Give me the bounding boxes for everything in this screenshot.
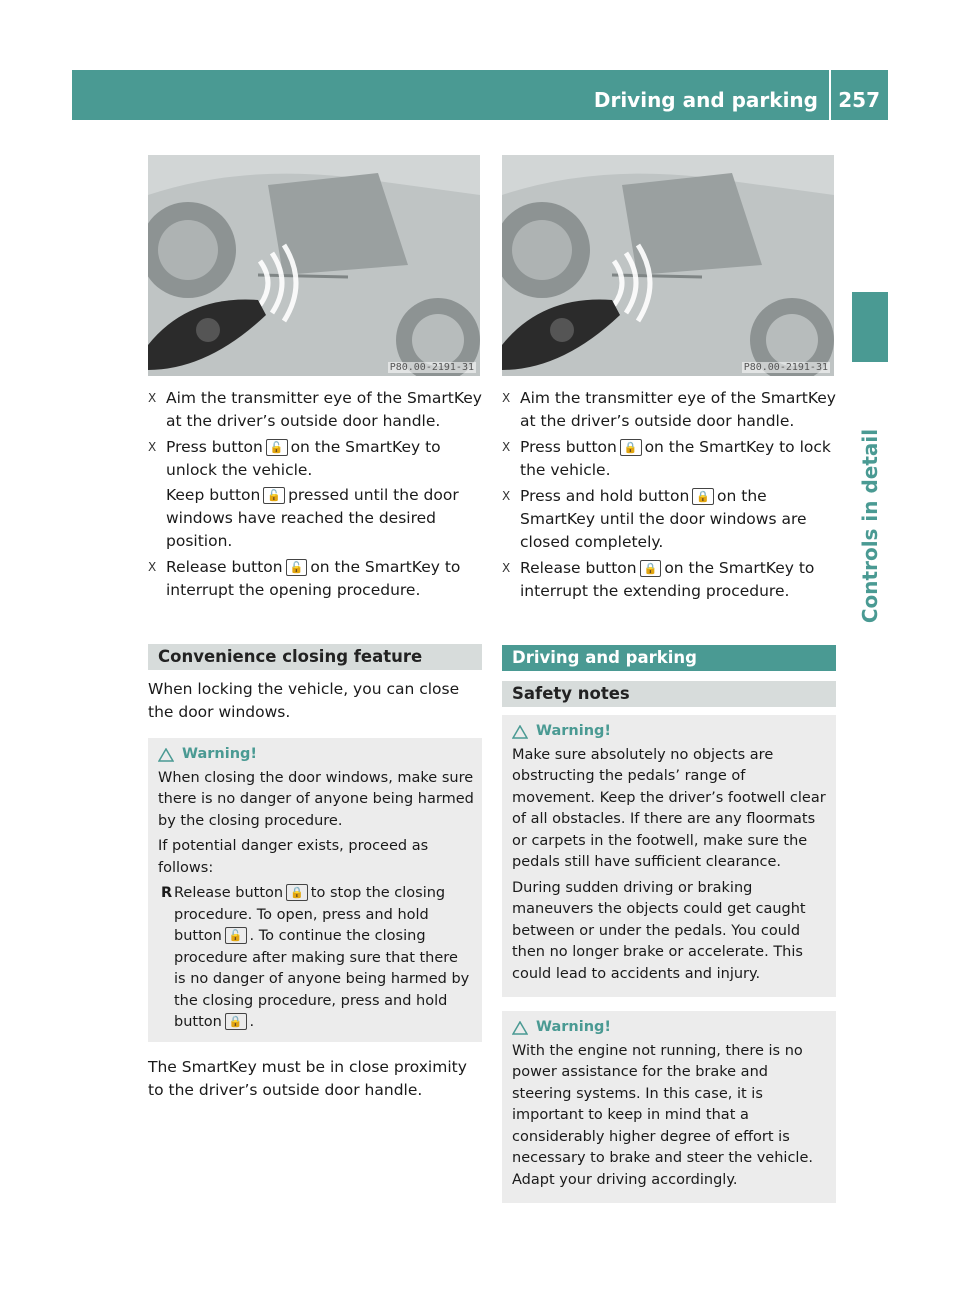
step-marker-icon: X <box>502 391 511 405</box>
subsection-heading: Safety notes <box>502 681 836 707</box>
side-label <box>852 376 888 676</box>
lock-key-icon: 🔒 <box>286 884 308 901</box>
lock-key-icon: 🔒 <box>640 560 662 577</box>
step-text-post: on the SmartKey to interrupt the opening procedure. <box>166 558 461 599</box>
bullet-text: to stop the closing procedure. To open, press and hold button <box>174 885 446 944</box>
car-door-smartkey-illustration <box>502 155 834 376</box>
step-cont-post: pressed until the door windows have reached the desired position. <box>166 486 459 550</box>
instruction-step <box>148 387 482 433</box>
side-label-text: Controls in detail <box>858 428 882 624</box>
step-cont-pre: Keep button <box>166 486 261 504</box>
header-title: Driving and parking <box>593 88 818 112</box>
lock-key-icon: 🔒 <box>692 488 714 505</box>
warning-text: When closing the door windows, make sure there is no danger of anyone being harmed by the closing procedure. <box>158 769 474 829</box>
step-text-pre: Release button <box>166 558 283 576</box>
header-bar <box>72 70 888 120</box>
step-text-post: on the SmartKey to interrupt the extending procedure. <box>520 559 815 600</box>
warning-box <box>502 715 836 997</box>
right-column <box>502 387 836 1203</box>
warning-text: If potential danger exists, proceed as follows: <box>158 838 429 876</box>
step-marker-icon: X <box>148 440 157 454</box>
warning-title: Warning! <box>182 746 258 762</box>
figure-unlock-smartkey <box>148 155 480 376</box>
header-divider <box>829 70 831 120</box>
instruction-step <box>148 556 482 602</box>
warning-box <box>502 1011 836 1203</box>
step-text-pre: Press button <box>520 438 617 456</box>
step-marker-icon: X <box>502 561 511 575</box>
step-text-pre: Press and hold button <box>520 487 690 505</box>
instruction-step <box>148 436 482 553</box>
figure-lock-smartkey <box>502 155 834 376</box>
step-continuation <box>166 484 482 553</box>
step-text-pre: Press button <box>166 438 263 456</box>
unlock-key-icon: 🔓 <box>263 487 285 504</box>
instruction-step <box>502 557 836 603</box>
warning-triangle-icon <box>512 1021 528 1035</box>
warning-title: Warning! <box>536 723 612 739</box>
left-column <box>148 387 482 1102</box>
side-tab <box>852 292 888 362</box>
step-text: Aim the transmitter eye of the SmartKey at the driver’s outside door handle. <box>520 389 836 430</box>
figure-code: P80.00-2191-31 <box>743 362 828 373</box>
warning-text: With the engine not running, there is no power assistance for the brake and steering systems. In this case, it is important to keep in mind that a considerably higher degree of effort is necessary to brake and steer the vehicle. Adapt your driving accordingly. <box>512 1042 813 1188</box>
step-marker-icon: X <box>148 391 157 405</box>
warning-bullet <box>158 883 474 1034</box>
instruction-step <box>502 387 836 433</box>
page-number: 257 <box>838 88 880 112</box>
step-marker-icon: X <box>502 489 511 503</box>
unlock-key-icon: 🔓 <box>286 559 308 576</box>
instruction-step <box>502 436 836 482</box>
warning-box <box>148 738 482 1042</box>
bullet-text: . <box>249 1014 255 1030</box>
step-text-post: on the SmartKey to unlock the vehicle. <box>166 438 441 479</box>
bullet-text: Release button <box>174 885 284 901</box>
step-text-post: on the SmartKey to lock the vehicle. <box>520 438 831 479</box>
section-heading: Convenience closing feature <box>148 644 482 670</box>
car-door-smartkey-illustration <box>148 155 480 376</box>
lock-key-icon: 🔒 <box>225 1013 247 1030</box>
instruction-step <box>502 485 836 554</box>
warning-triangle-icon <box>158 748 174 762</box>
lock-key-icon: 🔒 <box>620 439 642 456</box>
step-marker-icon: X <box>502 440 511 454</box>
warning-text: Make sure absolutely no objects are obstructing the pedals’ range of movement. Keep the driver’s footwell clear of all obstacles. If there are any floormats or carpets in the footwell, make sure the pedals still have sufficient clearance. <box>512 746 826 870</box>
step-text: Aim the transmitter eye of the SmartKey at the driver’s outside door handle. <box>166 389 482 430</box>
section-intro: When locking the vehicle, you can close the door windows. <box>148 680 460 721</box>
warning-title: Warning! <box>536 1019 612 1035</box>
warning-header <box>512 1017 828 1039</box>
warning-triangle-icon <box>512 725 528 739</box>
step-text-post: on the SmartKey until the door windows are closed completely. <box>520 487 807 551</box>
closing-text: The SmartKey must be in close proximity to the driver’s outside door handle. <box>148 1057 467 1099</box>
unlock-key-icon: 🔓 <box>266 439 288 456</box>
section-heading: Driving and parking <box>502 645 836 671</box>
warning-text: During sudden driving or braking maneuvers the objects could get caught between or under the pedals. You could then no longer brake or accelerate. This could lead to accidents and injury. <box>512 879 806 982</box>
figure-code: P80.00-2191-31 <box>389 362 474 373</box>
bullet-text: . To continue the closing procedure after making sure that there is no danger of anyone being harmed by the closing procedure, press and hold button <box>174 928 470 1030</box>
step-marker-icon: X <box>148 560 157 574</box>
unlock-key-icon: 🔓 <box>225 927 247 944</box>
step-text-pre: Release button <box>520 559 637 577</box>
warning-header <box>158 744 474 766</box>
bullet-marker: R <box>161 885 173 901</box>
warning-header <box>512 721 828 743</box>
